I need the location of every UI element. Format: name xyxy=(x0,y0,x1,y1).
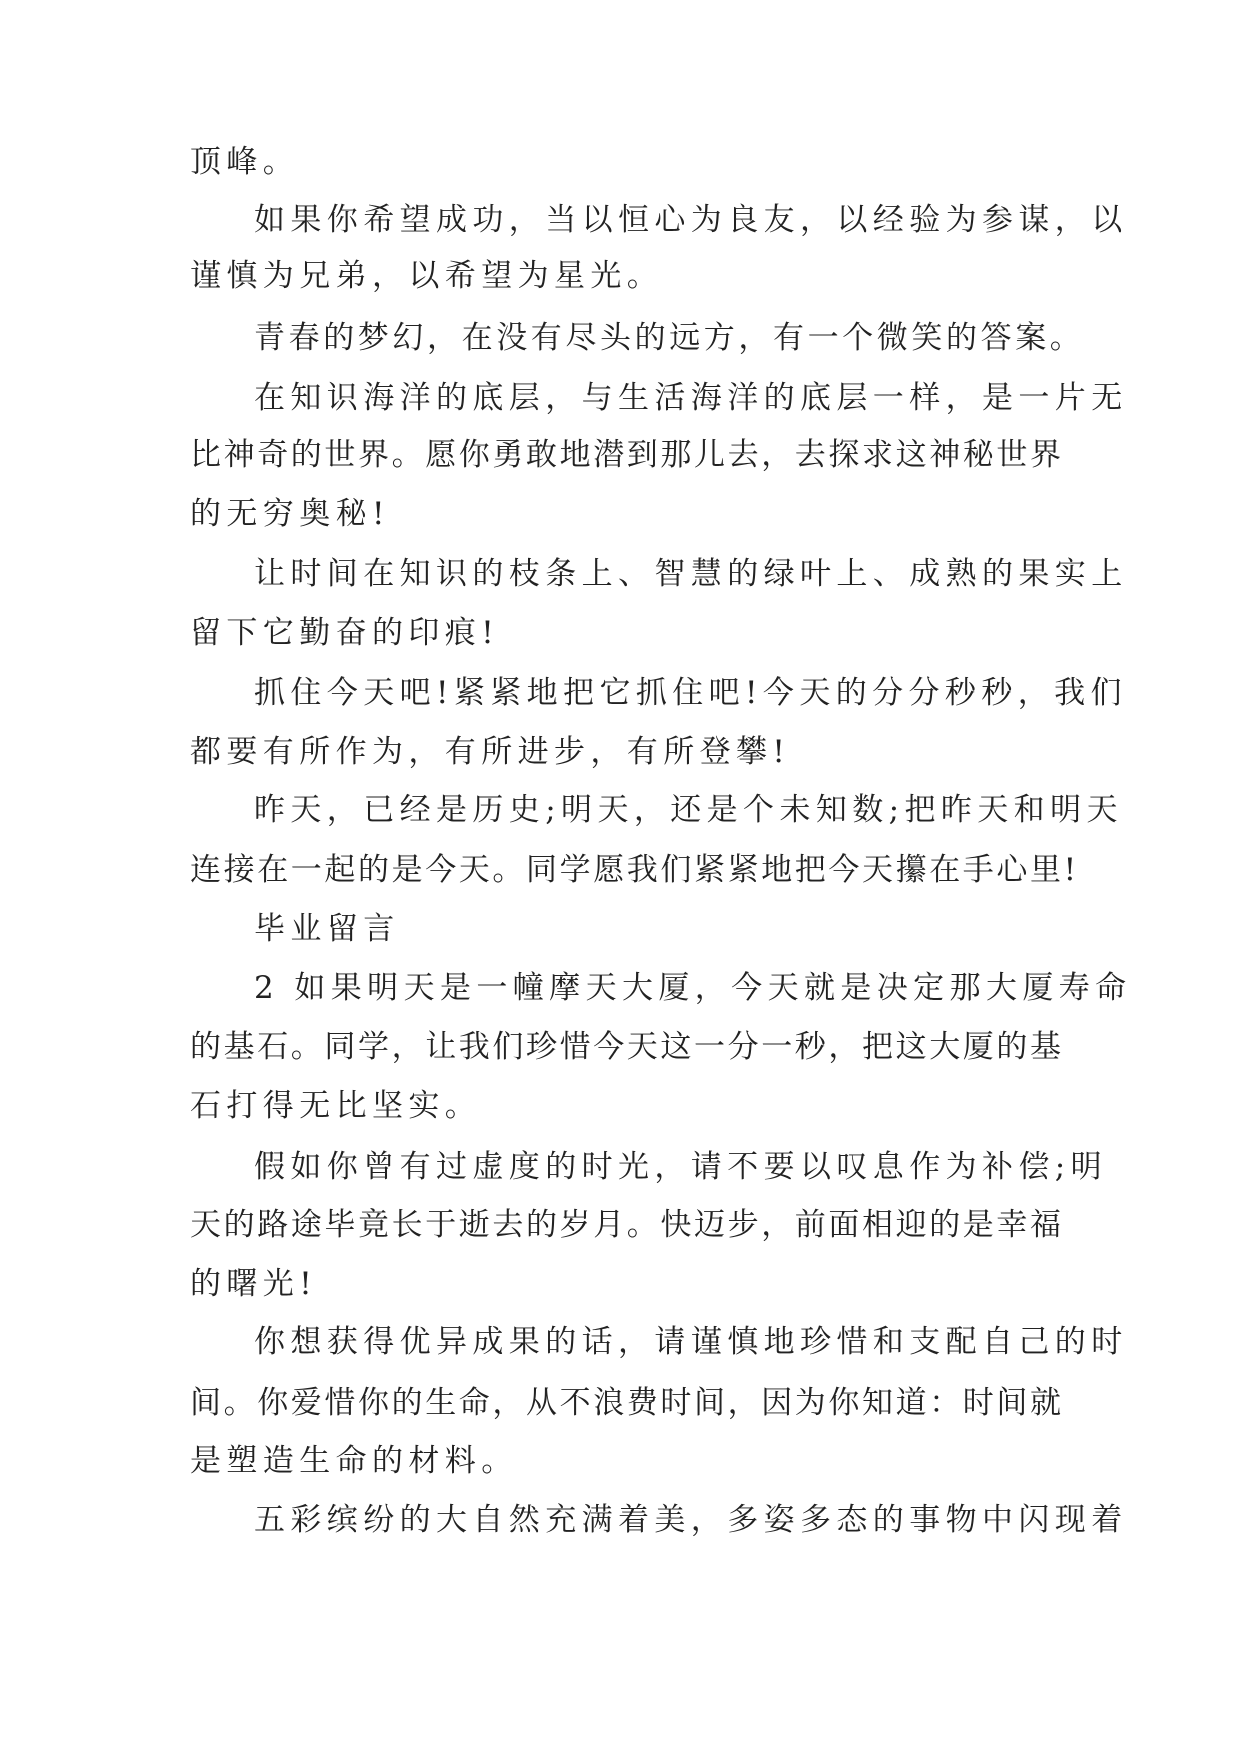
text-line: 石打得无比坚实。 xyxy=(190,1088,482,1124)
text-line: 留下它勤奋的印痕! xyxy=(190,615,500,651)
text-line: 的无穷奥秘! xyxy=(190,496,390,532)
text-line: 抓住今天吧!紧紧地把它抓住吧!今天的分分秒秒，我们 xyxy=(254,675,1127,711)
text-line: 如果你希望成功，当以恒心为良友，以经验为参谋，以 xyxy=(254,202,1128,238)
text-line: 天的路途毕竟长于逝去的岁月。快迈步，前面相迎的是幸福 xyxy=(190,1207,1064,1243)
text-line: 都要有所作为，有所进步，有所登攀! xyxy=(190,734,791,770)
text-line: 比神奇的世界。愿你勇敢地潜到那儿去，去探求这神秘世界 xyxy=(190,437,1064,473)
text-line: 青春的梦幻，在没有尽头的远方，有一个微笑的答案。 xyxy=(254,320,1085,356)
text-line: 的基石。同学，让我们珍惜今天这一分一秒，把这大厦的基 xyxy=(190,1029,1064,1065)
text-line: 是塑造生命的材料。 xyxy=(190,1443,518,1479)
text-line: 顶峰。 xyxy=(190,144,300,180)
text-line: 假如你曾有过虚度的时光，请不要以叹息作为补偿;明 xyxy=(254,1149,1108,1185)
text-line: 在知识海洋的底层，与生活海洋的底层一样，是一片无 xyxy=(254,380,1128,416)
text-line: 谨慎为兄弟，以希望为星光。 xyxy=(190,258,664,294)
text-line: 你想获得优异成果的话，请谨慎地珍惜和支配自己的时 xyxy=(254,1324,1128,1360)
text-line: 五彩缤纷的大自然充满着美，多姿多态的事物中闪现着 xyxy=(254,1502,1128,1538)
text-line: 让时间在知识的枝条上、智慧的绿叶上、成熟的果实上 xyxy=(254,556,1128,592)
text-line: 昨天，已经是历史;明天，还是个未知数;把昨天和明天 xyxy=(254,792,1123,828)
text-line: 连接在一起的是今天。同学愿我们紧紧地把今天攥在手心里! xyxy=(190,852,1079,888)
text-line: 的曙光! xyxy=(190,1266,318,1302)
text-line: 毕业留言 xyxy=(254,911,400,947)
text-line: 2 如果明天是一幢摩天大厦，今天就是决定那大厦寿命 xyxy=(254,970,1132,1006)
text-line: 间。你爱惜你的生命，从不浪费时间，因为你知道：时间就 xyxy=(190,1385,1064,1421)
